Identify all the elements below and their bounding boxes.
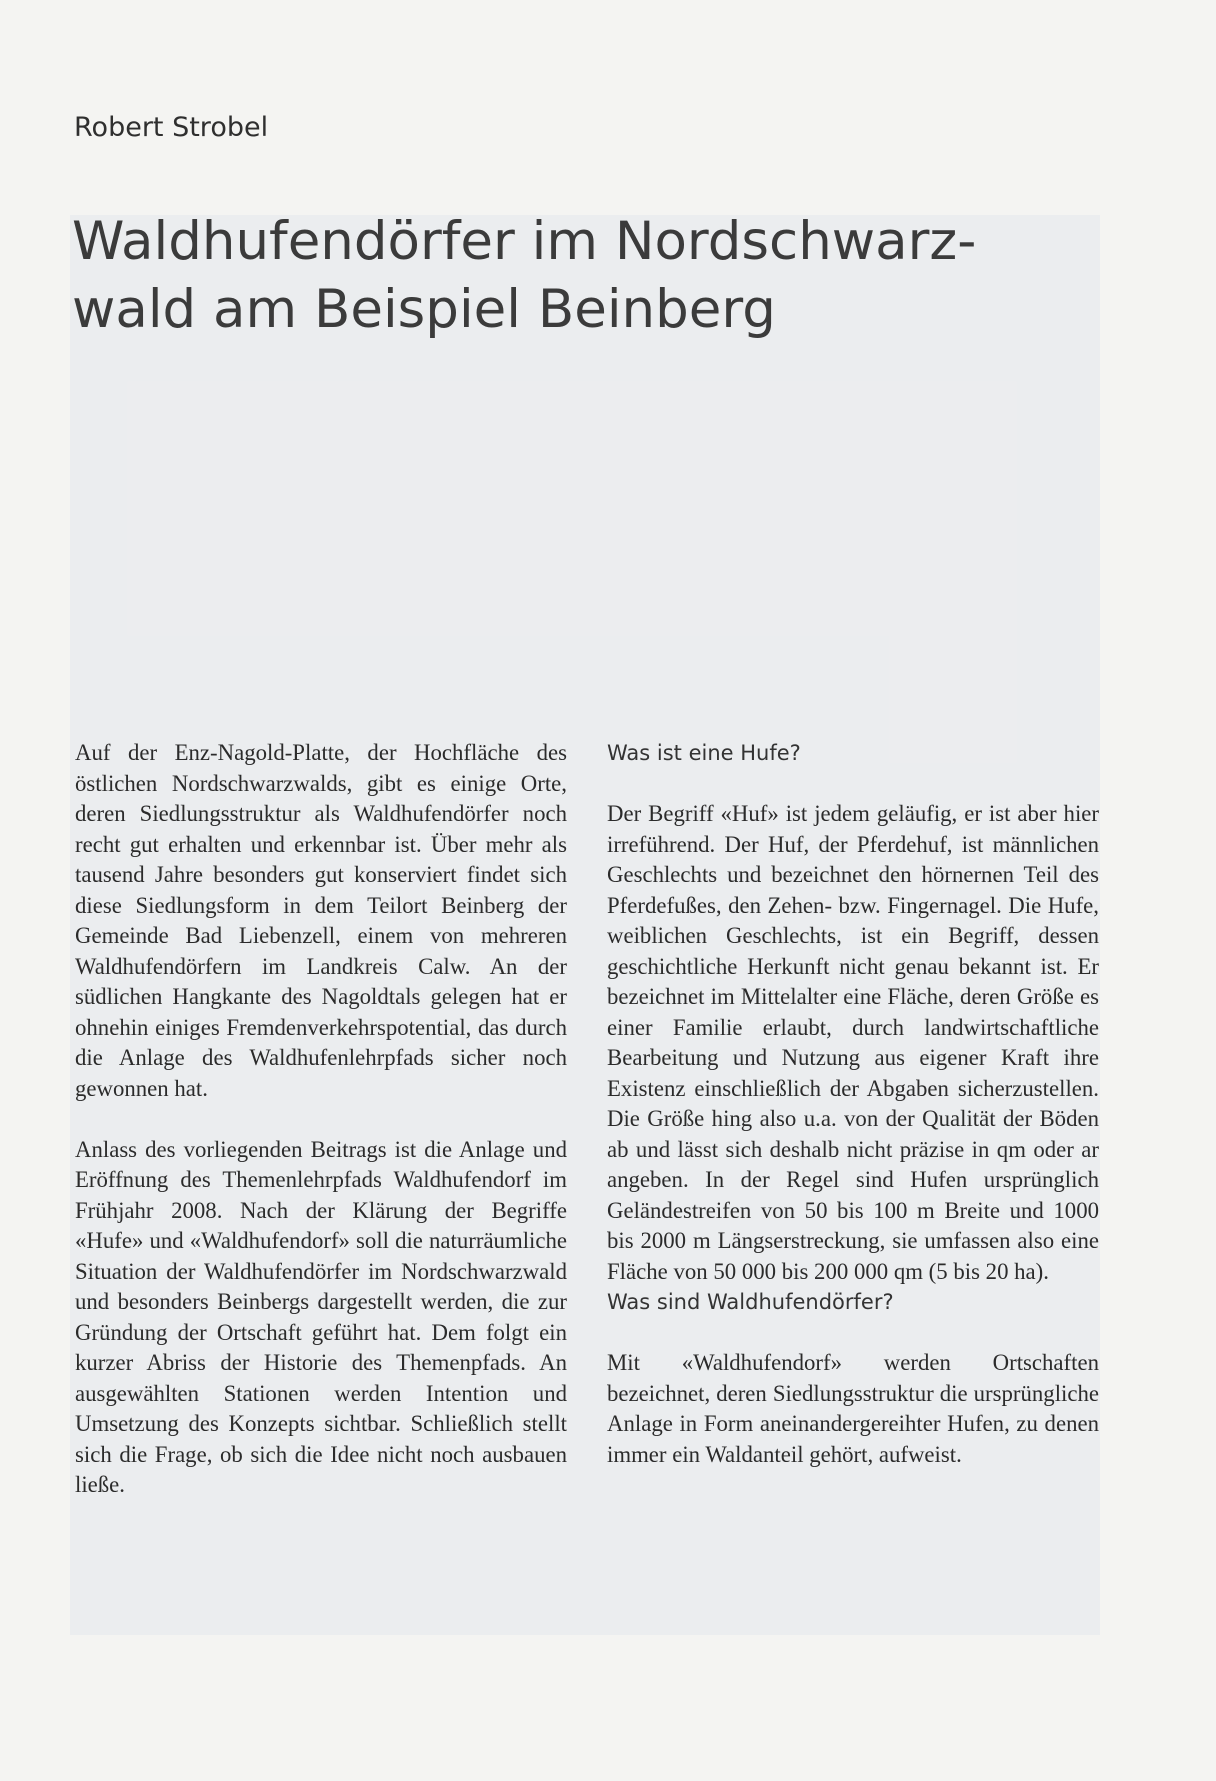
purpose-paragraph: Anlass des vorliegenden Beitrags ist die Anlage und Eröffnung des Themenlehrpfads Waldhufendorf im Frühjahr 2008. Nach der Klärung der Begriffe «Hufe» und «Waldhufendorf» soll die naturräumliche Situation der Waldhufendörfer im Nordschwarzwald und besonders Beinbergs dargestellt werden, die zur Gründung der Ortschaft geführt hat. Dem folgt ein kurzer Abriss der Historie des Themenpfads. An ausgewählten Stationen werden Intention und Umsetzung des Konzepts sichtbar. Schließlich stellt sich die Frage, ob sich die Idee nicht noch ausbauen ließe. xyxy=(75,1136,567,1497)
right-column xyxy=(607,738,1099,1470)
article-title-line-2: wald am Beispiel Beinberg xyxy=(72,279,776,340)
section-heading-hufe: Was ist eine Hufe? xyxy=(607,741,801,765)
article-title xyxy=(72,208,1122,344)
article-title-line-1: Waldhufendörfer im Nordschwarz- xyxy=(72,211,977,272)
author-name: Robert Strobel xyxy=(74,112,269,143)
hufe-paragraph: Der Begriff «Huf» ist jedem geläufig, er ist aber hier irreführend. Der Huf, der Pferdehuf, ist männlichen Geschlechts und bezeichnet den hörnernen Teil des Pferdefußes, den Zehen- bzw. Fingernagel. Die Hufe, weiblichen Geschlechts, ist ein Begriff, dessen geschichtliche Herkunft nicht genau bekannt ist. Er bezeichnet im Mittelalter eine Fläche, deren Größe es einer Familie erlaubt, durch landwirtschaftliche Bearbeitung und Nutzung aus eigener Kraft ihre Existenz einschließlich der Abgaben sicherzustellen. Die Größe hing also u.a. von der Qualität der Böden ab und lässt sich deshalb nicht präzise in qm oder ar angeben. In der Regel sind Hufen ursprünglich Geländestreifen von 50 bis 100 m Breite und 1000 bis 2000 m Längserstreckung, sie umfassen also eine Fläche von 50 000 bis 200 000 qm (5 bis 20 ha). xyxy=(607,801,1099,1284)
waldhufendorf-paragraph: Mit «Waldhufendorf» werden Ortschaften bezeichnet, deren Siedlungsstruktur die ursprüngliche Anlage in Form aneinandergereihter Hufen, zu denen immer ein Waldanteil gehört, aufweist. xyxy=(607,1350,1099,1467)
left-column xyxy=(75,738,567,1501)
intro-paragraph: Auf der Enz-Nagold-Platte, der Hochfläche des östlichen Nordschwarzwalds, gibt es einige Orte, deren Siedlungsstruktur als Waldhufendörfer noch recht gut erhalten und erkennbar ist. Über mehr als tausend Jahre besonders gut konserviert findet sich diese Siedlungsform in dem Teilort Beinberg der Gemeinde Bad Liebenzell, einem von mehreren Waldhufendörfern im Landkreis Calw. An der südlichen Hangkante des Nagoldtals gelegen hat er ohnehin einiges Fremdenverkehrspotential, das durch die Anlage des Waldhufenlehrpfads sicher noch gewonnen hat. xyxy=(75,740,567,1101)
section-heading-waldhufendoerfer: Was sind Waldhufendörfer? xyxy=(607,1290,894,1314)
